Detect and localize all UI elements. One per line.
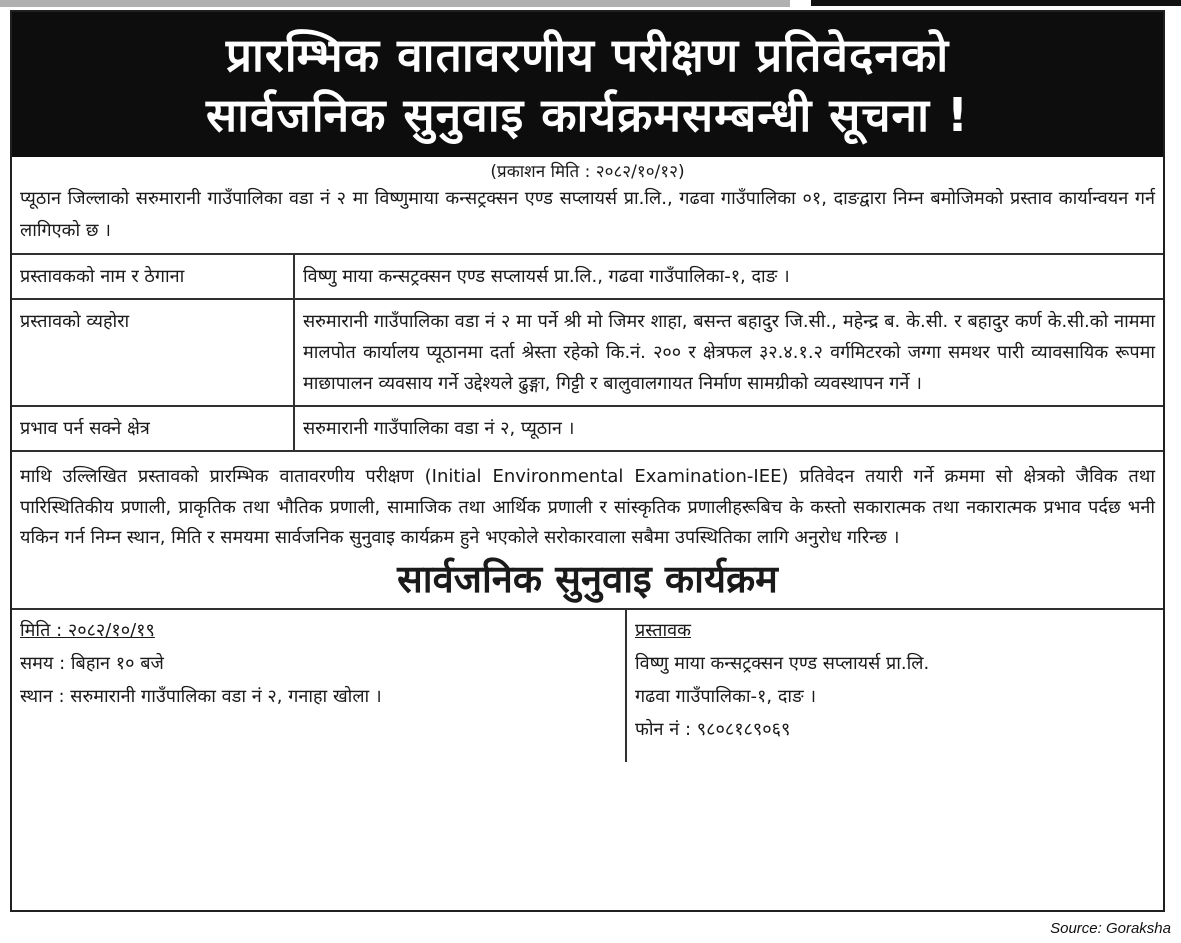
iee-request-paragraph: माथि उल्लिखित प्रस्तावको प्रारम्भिक वातावरणीय परीक्षण (Initial Environmental Examination-IEE) प्रतिवेदन तयारी गर्ने क्रममा सो क्षेत्रको जैविक तथा पारिस्थितिकीय प्रणाली, प्राकृतिक तथा भौतिक प्रणाली, सामाजिक तथा आर्थिक प्रणाली र सांस्कृतिक प्रणालीहरूबिच के कस्तो सकारात्मक तथा नकारात्मक प्रभाव पर्दछ भनी यकिन गर्न निम्न स्थान, मिति र समयमा सार्वजनिक सुनुवाइ कार्यक्रम हुने भएकोले सरोकारवाला सबैमा उपस्थितिका लागि अनुरोध गरिन्छ । — [20, 466, 1155, 548]
program-place: स्थान : सरुमारानी गाउँपालिका वडा नं २, गनाहा खोला । — [20, 685, 382, 707]
schedule-block — [12, 610, 627, 762]
clipped-black-bar — [811, 0, 1181, 6]
program-date: मिति : २०८२/१०/१९ — [20, 619, 155, 641]
proposal-info-table — [12, 253, 1163, 452]
notice-title-line-2: सार्वजनिक सुनुवाइ कार्यक्रमसम्बन्धी सूचना ! — [206, 87, 969, 142]
proponent-phone: फोन नं : ९८०८१८९०६९ — [635, 718, 791, 740]
table-row — [12, 254, 1163, 299]
intro-paragraph: प्यूठान जिल्लाको सरुमारानी गाउँपालिका वडा नं २ मा विष्णुमाया कन्सट्रक्सन एण्ड सप्लायर्स प्रा.लि., गढवा गाउँपालिका ०१, दाङद्वारा निम्न बमोजिमको प्रस्ताव कार्यान्वयन गर्न लागिएको छ । — [20, 188, 1155, 241]
program-details — [12, 610, 1163, 762]
public-notice — [10, 10, 1165, 912]
table-row — [12, 299, 1163, 406]
proponent-address: गढवा गाउँपालिका-१, दाङ । — [635, 685, 817, 707]
row-value: विष्णु माया कन्सट्रक्सन एण्ड सप्लायर्स प्रा.लि., गढवा गाउँपालिका-१, दाङ । — [294, 254, 1163, 299]
source-credit: Source: Goraksha — [1050, 920, 1171, 937]
publication-date: (प्रकाशन मिति : २०८२/१०/१२) — [490, 162, 685, 182]
row-label: प्रभाव पर्न सक्ने क्षेत्र — [12, 406, 294, 451]
clipped-text-line — [0, 0, 790, 7]
proponent-block — [627, 610, 1163, 762]
proponent-name: विष्णु माया कन्सट्रक्सन एण्ड सप्लायर्स प्रा.लि. — [635, 652, 930, 674]
notice-header — [12, 12, 1163, 157]
program-title: सार्वजनिक सुनुवाइ कार्यक्रम — [12, 554, 1163, 610]
program-time: समय : बिहान १० बजे — [20, 652, 164, 674]
notice-title-line-1: प्रारम्भिक वातावरणीय परीक्षण प्रतिवेदनको — [225, 27, 950, 82]
table-row — [12, 406, 1163, 451]
top-clipped-strip — [0, 0, 1181, 10]
row-label: प्रस्तावकको नाम र ठेगाना — [12, 254, 294, 299]
row-value: सरुमारानी गाउँपालिका वडा नं २, प्यूठान । — [294, 406, 1163, 451]
row-label: प्रस्तावको व्यहोरा — [12, 299, 294, 406]
proponent-heading: प्रस्तावक — [635, 619, 691, 641]
row-value: सरुमारानी गाउँपालिका वडा नं २ मा पर्ने श्री मो जिमर शाहा, बसन्त बहादुर जि.सी., महेन्द्र ब. के.सी. र बहादुर कर्ण के.सी.को नाममा मालपोत कार्यालय प्यूठानमा दर्ता श्रेस्ता रहेको कि.नं. २०० र क्षेत्रफल ३२.४.१.२ वर्गमिटरको जग्गा समथर पारी व्यावसायिक रूपमा माछापालन व्यवसाय गर्ने उद्देश्यले ढुङ्गा, गिट्टी र बालुवालगायत निर्माण सामग्रीको व्यवस्थापन गर्ने । — [294, 299, 1163, 406]
